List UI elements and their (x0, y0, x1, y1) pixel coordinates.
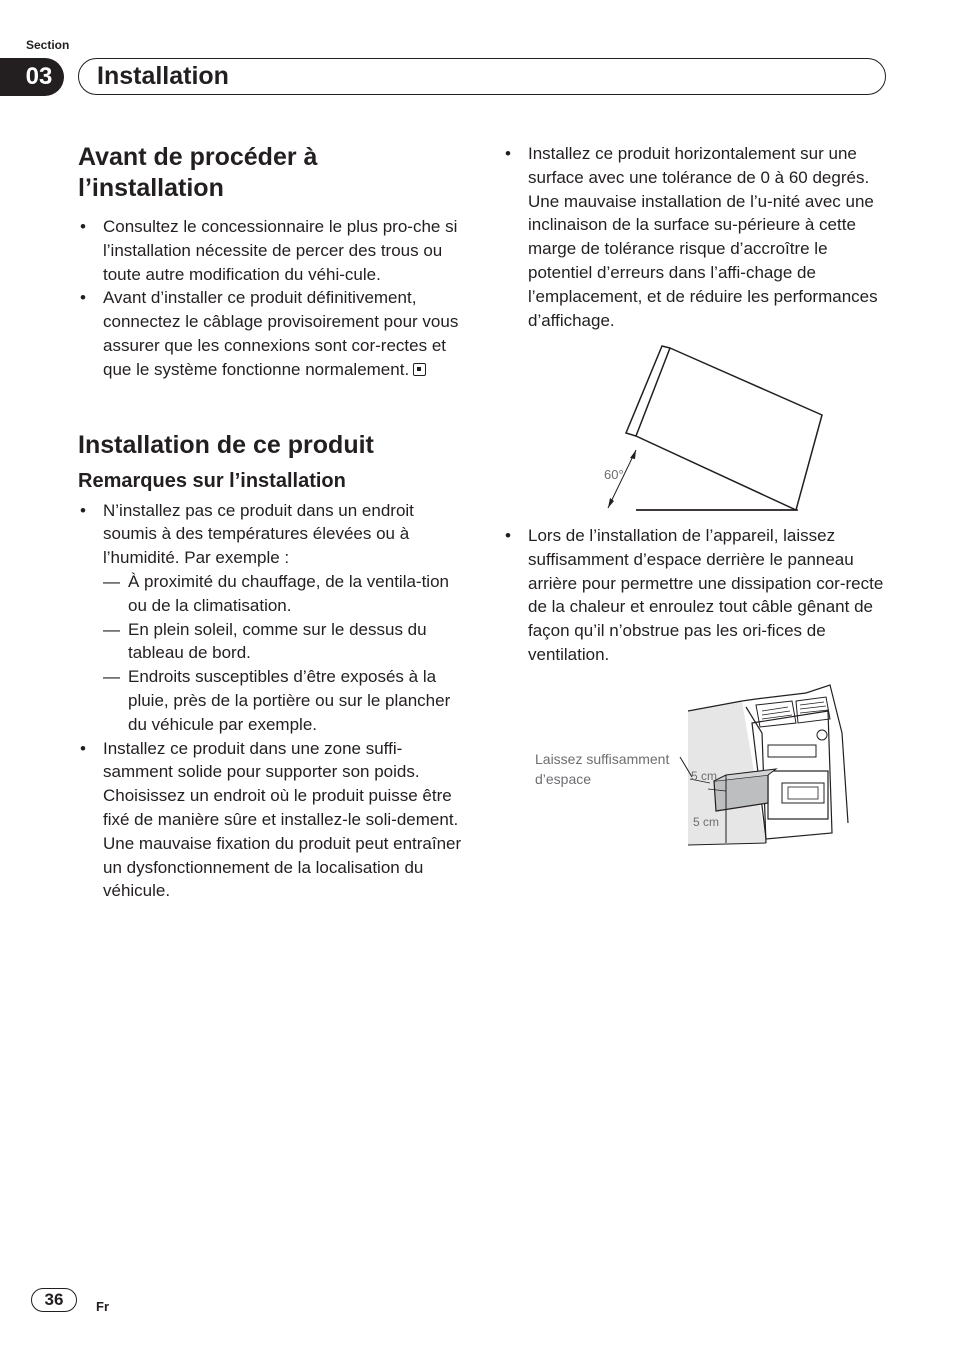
dimension-top-label: 5 cm (691, 769, 718, 783)
right-list-1 (503, 142, 893, 332)
end-mark-icon (413, 363, 426, 376)
list-subitem: — À proximité du chauffage, de la ventila-tion ou de la climatisation. (103, 570, 463, 618)
section-title: Installation (78, 58, 886, 95)
language-code: Fr (96, 1299, 109, 1314)
section-label: Section (26, 38, 70, 52)
list-item-text: Avant d’installer ce produit définitivement, connectez le câblage provisoirement pour vous assurer que les connexions sont cor-rectes et que le système fonctionne normalement. (103, 288, 459, 379)
list-item (78, 499, 463, 737)
example-list (103, 570, 463, 737)
list-item: • Installez ce produit horizontalement sur une surface avec une tolérance de 0 à 60 degrés. Une mauvaise installation de l’u-nité avec une inclinaison de la surface su-périeure à cette marge de tolérance risque d’accroître le potentiel d’erreurs dans l’affi-chage de l’emplacement, et de réduire les performances d’affichage. (503, 142, 893, 332)
angle-label: 60° (604, 467, 624, 482)
left-column (78, 142, 463, 903)
list-subitem: — En plein soleil, comme sur le dessus du tableau de bord. (103, 618, 463, 666)
dimension-bottom-label: 5 cm (693, 815, 720, 829)
pre-install-list (78, 215, 463, 382)
page-number: 36 (31, 1288, 77, 1312)
right-list-2 (503, 524, 893, 667)
right-list-2-wrap (503, 524, 893, 667)
list-item: • Lors de l’installation de l’appareil, laissez suffisamment d’espace derrière le panneau arrière pour permettre une dissipation cor-recte de la chaleur et enroulez tout câble gênant de façon qu’il n’obstrue pas les ori-fices de ventilation. (503, 524, 893, 667)
list-item: • Consultez le concessionnaire le plus pro-che si l’installation nécessite de percer des trous ou toute autre modification du véhi-cule. (78, 215, 463, 286)
list-item (78, 286, 463, 381)
clearance-label-line2: d’espace (535, 771, 592, 787)
right-column (503, 142, 893, 332)
clearance-figure (530, 683, 850, 863)
clearance-label (535, 749, 669, 789)
section-number-badge: 03 (0, 58, 64, 96)
installation-notes-list (78, 499, 463, 904)
heading-before-installation: Avant de procéder à l’installation (78, 143, 318, 202)
clearance-label-line1: Laissez suffisamment (535, 751, 670, 767)
list-item-text: • N’installez pas ce produit dans un endroit soumis à des températures élevées ou à l’humidité. Par exemple : (103, 500, 414, 568)
list-item: • Installez ce produit dans une zone suffi-samment solide pour supporter son poids. Choisissez un endroit où le produit puisse être fixé de manière sûre et installez-le soli-dement. Une mauvaise fixation du produit peut entraîner un dysfonctionnement de la localisation du véhicule. (78, 737, 463, 904)
tilt-angle-figure (590, 340, 830, 515)
list-subitem: — Endroits susceptibles d’être exposés à la pluie, près de la portière ou sur le plancher du véhicule par exemple. (103, 665, 463, 736)
heading-product-installation: Installation de ce produit (78, 430, 374, 459)
tilt-angle-illustration (590, 340, 830, 515)
subheading-installation-notes: Remarques sur l’installation (78, 469, 346, 492)
